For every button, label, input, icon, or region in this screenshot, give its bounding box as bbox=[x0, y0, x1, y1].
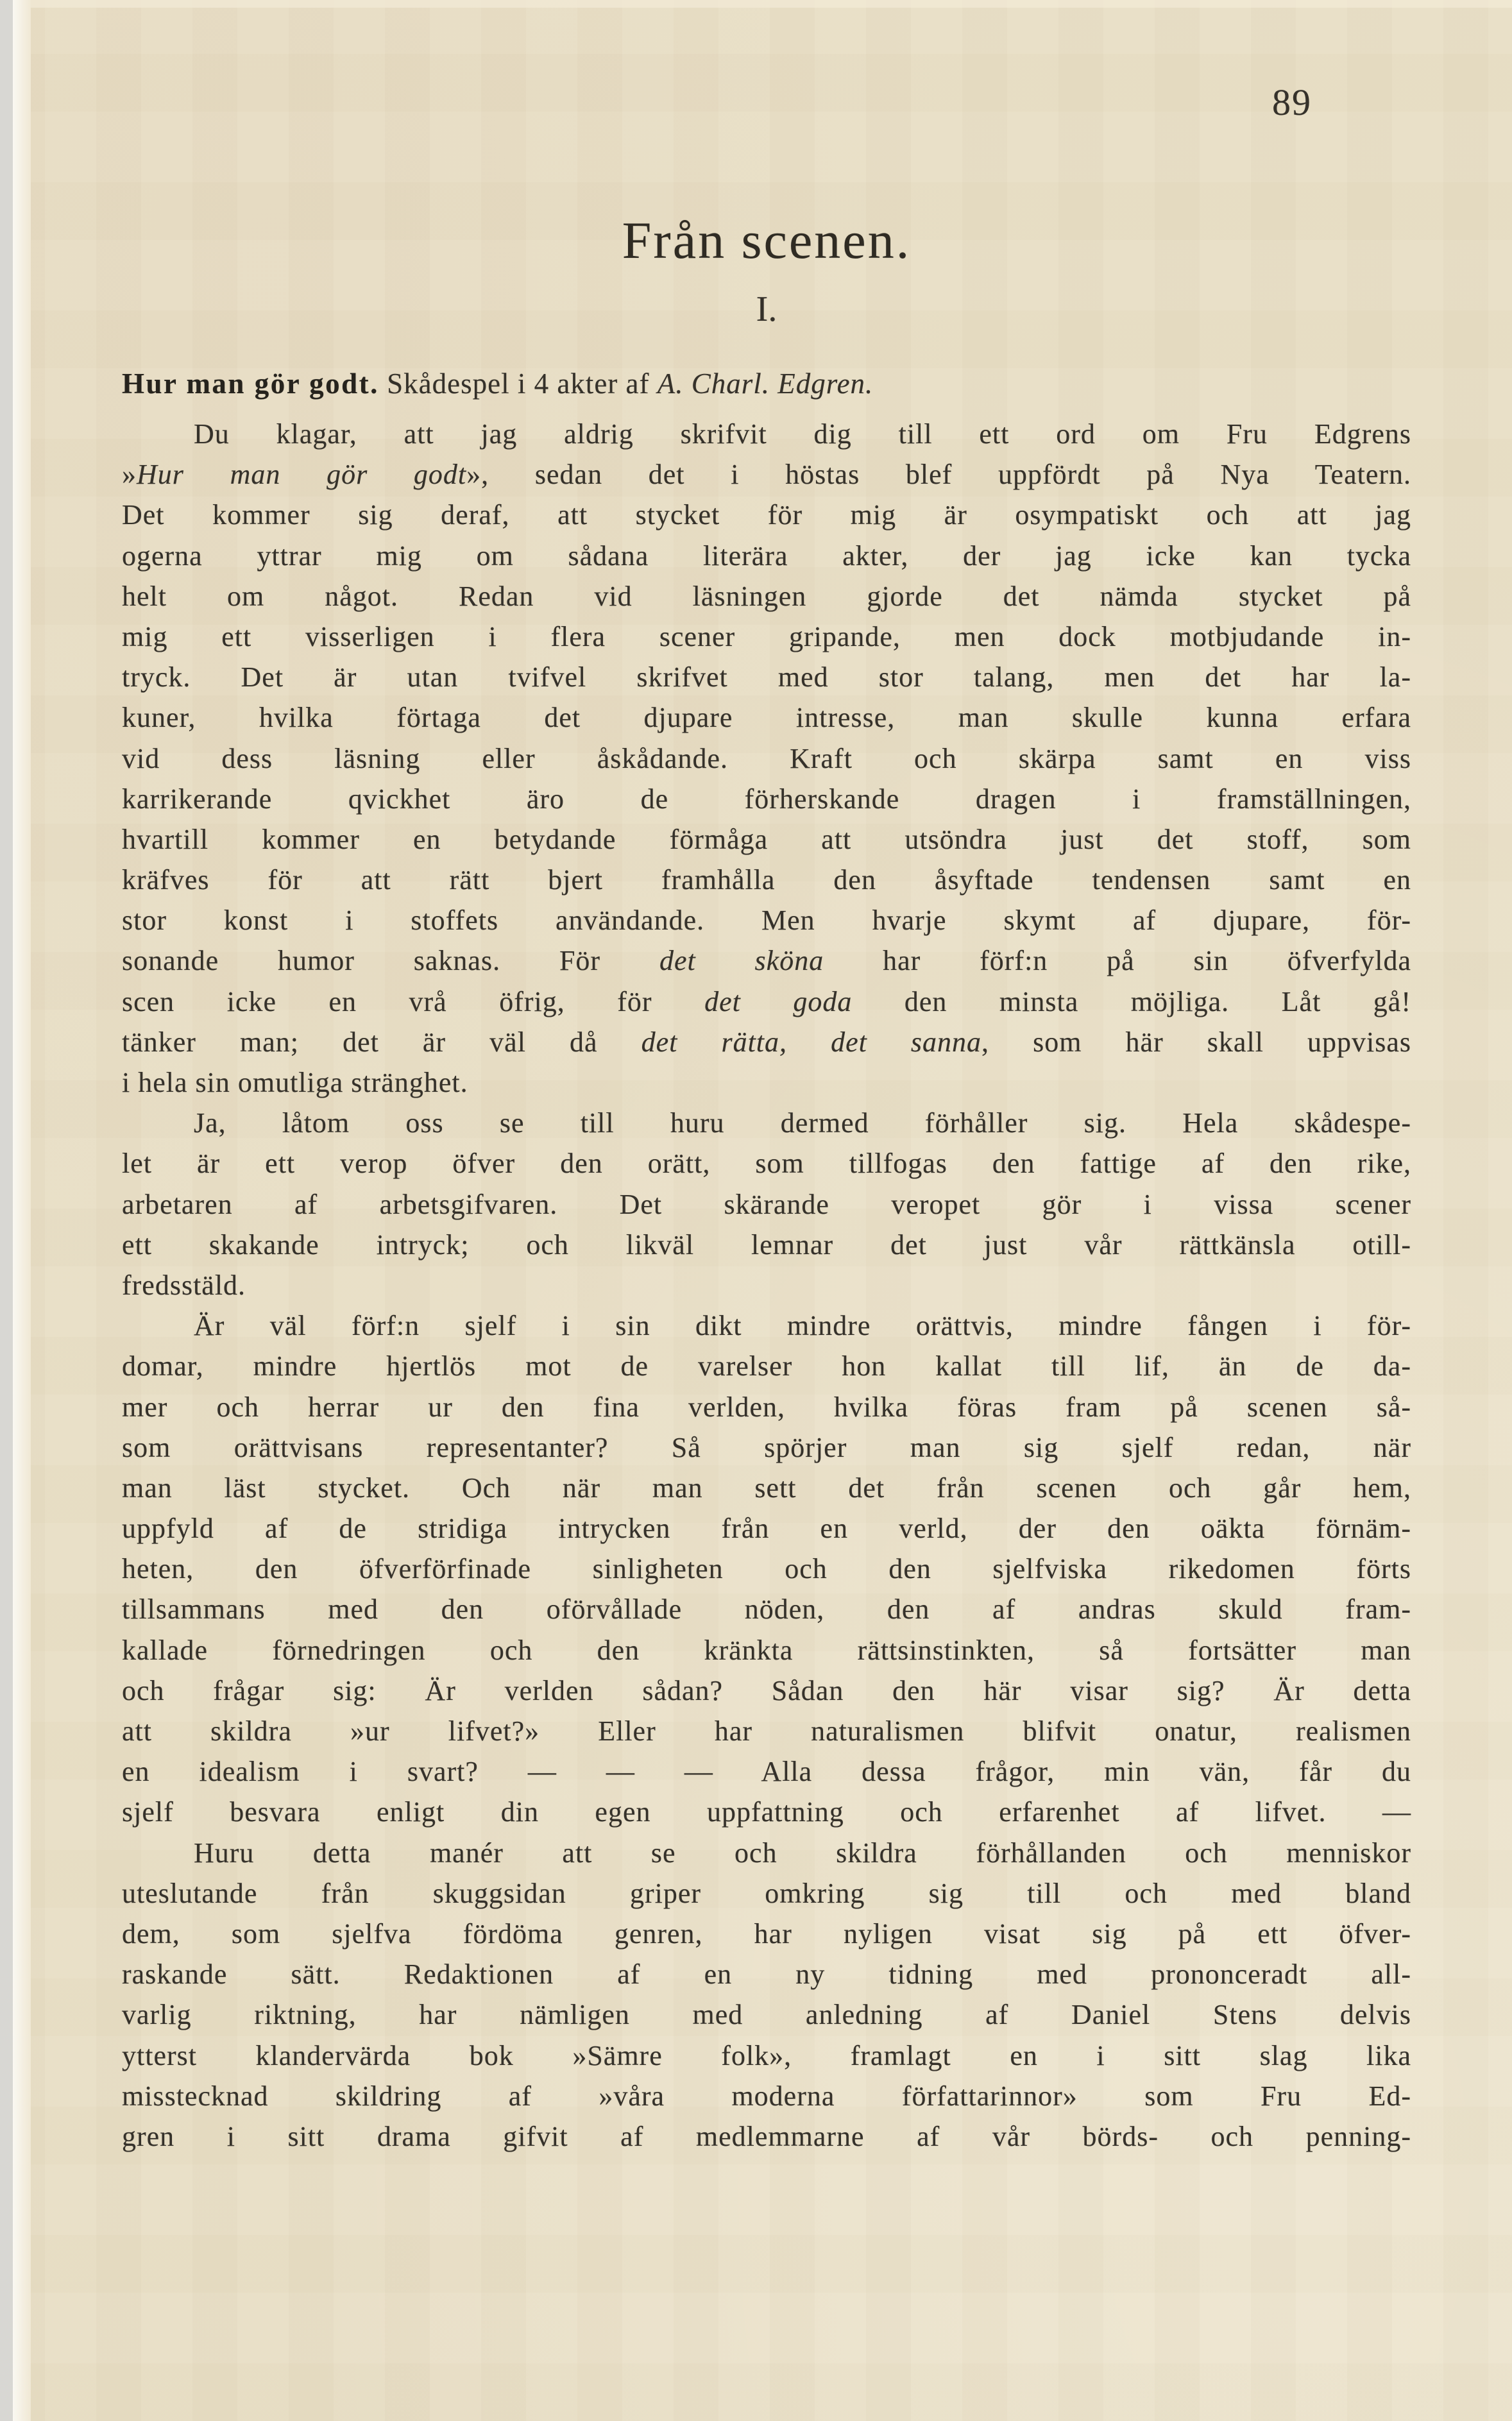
text: dem, som sjelfva fördöma genren, har nyligen visat sig på ett öfver- bbox=[122, 1917, 1411, 1950]
text-line bbox=[122, 1468, 1411, 1508]
italic-text: det goda bbox=[704, 985, 853, 1017]
text: » bbox=[122, 459, 137, 491]
text: Skådespel i 4 akter af bbox=[378, 368, 658, 400]
text-line bbox=[122, 1833, 1411, 1873]
text: har förf:n på sin öfverfylda bbox=[824, 945, 1412, 977]
text-line bbox=[122, 1630, 1411, 1670]
article-heading bbox=[122, 367, 1411, 400]
bold-text: Hur man gör godt. bbox=[122, 368, 379, 400]
text: kallade förnedringen och den kränkta rättsinstinkten, så fortsätter man bbox=[122, 1634, 1411, 1666]
text-line bbox=[122, 414, 1411, 454]
text: mer och herrar ur den fina verlden, hvilka föras fram på scenen så- bbox=[122, 1391, 1411, 1423]
text-line bbox=[122, 1508, 1411, 1549]
scan-edge-gray bbox=[0, 0, 13, 2421]
text: », sedan det i höstas blef uppfördt på Nya Teatern. bbox=[466, 459, 1411, 491]
text-line bbox=[122, 1387, 1411, 1427]
text: Du klagar, att jag aldrig skrifvit dig till ett ord om Fru Edgrens bbox=[194, 418, 1411, 450]
paragraph bbox=[122, 1103, 1411, 1305]
italic-text: Hur man gör godt bbox=[137, 459, 467, 491]
text-line bbox=[122, 454, 1411, 495]
text: tänker man; det är väl då bbox=[122, 1026, 641, 1058]
text: Det kommer sig deraf, att stycket för mig är osympatiskt och att jag bbox=[122, 499, 1411, 531]
text-line bbox=[122, 1062, 1411, 1103]
text-line bbox=[122, 1914, 1411, 1954]
text-line bbox=[122, 1670, 1411, 1711]
page-number: 89 bbox=[1272, 81, 1312, 123]
text: uppfyld af de stridiga intrycken från en verld, der den oäkta förnäm- bbox=[122, 1513, 1411, 1545]
text: tillsammans med den oförvållade nöden, den af andras skuld fram- bbox=[122, 1593, 1411, 1626]
text: let är ett verop öfver den orätt, som tillfogas den fattige af den rike, bbox=[122, 1148, 1411, 1180]
text-line bbox=[122, 1427, 1411, 1468]
text: i hela sin omutliga stränghet. bbox=[122, 1067, 468, 1098]
text-line bbox=[122, 900, 1411, 940]
paragraph bbox=[122, 1833, 1411, 2157]
text: Huru detta manér att se och skildra förhållanden och menniskor bbox=[194, 1837, 1411, 1869]
text-line bbox=[122, 1954, 1411, 1994]
text-line bbox=[122, 1184, 1411, 1225]
text-line bbox=[122, 1873, 1411, 1914]
text: mig ett visserligen i flera scener gripande, men dock motbjudande in- bbox=[122, 620, 1411, 652]
text: som orättvisans representanter? Så spörjer man sig sjelf redan, när bbox=[122, 1431, 1411, 1463]
paragraph bbox=[122, 414, 1411, 1103]
text: , som här skall uppvisas bbox=[981, 1026, 1411, 1058]
text: man läst stycket. Och när man sett det från scenen och går hem, bbox=[122, 1472, 1411, 1504]
text: fredsstäld. bbox=[122, 1269, 246, 1301]
text-line bbox=[122, 819, 1411, 860]
scan-edge-white bbox=[13, 0, 31, 2421]
italic-text: A. Charl. Edgren. bbox=[657, 368, 874, 400]
text-line bbox=[122, 657, 1411, 697]
italic-text: det rätta, det sanna bbox=[641, 1026, 982, 1058]
text-line bbox=[122, 495, 1411, 535]
text: och frågar sig: Är verlden sådan? Sådan den här visar sig? Är detta bbox=[122, 1674, 1411, 1706]
text-line bbox=[122, 1022, 1411, 1062]
text: hvartill kommer en betydande förmåga att utsöndra just det stoff, som bbox=[122, 823, 1411, 855]
text: karrikerande qvickhet äro de förherskande dragen i framställningen, bbox=[122, 783, 1411, 815]
text: domar, mindre hjertlös mot de varelser hon kallat till lif, än de da- bbox=[122, 1350, 1411, 1382]
text-line bbox=[122, 1346, 1411, 1386]
scan-edge-top bbox=[31, 0, 1512, 8]
body-text bbox=[122, 414, 1411, 2157]
text-line bbox=[122, 2076, 1411, 2116]
text-line bbox=[122, 940, 1411, 981]
text: en idealism i svart? — — — Alla dessa frågor, min vän, får du bbox=[122, 1756, 1411, 1788]
paragraph bbox=[122, 1305, 1411, 1832]
text: varlig riktning, har nämligen med anledning af Daniel Stens delvis bbox=[122, 1999, 1411, 2031]
text-line bbox=[122, 1103, 1411, 1143]
text: ett skakande intryck; och likväl lemnar det just vår rättkänsla otill- bbox=[122, 1228, 1411, 1261]
text: Är väl förf:n sjelf i sin dikt mindre orättvis, mindre fången i för- bbox=[194, 1310, 1411, 1342]
text-line bbox=[122, 697, 1411, 738]
text: ogerna yttrar mig om sådana literära akter, der jag icke kan tycka bbox=[122, 539, 1411, 572]
text: stor konst i stoffets användande. Men hvarje skymt af djupare, för- bbox=[122, 905, 1411, 937]
text-line bbox=[122, 1589, 1411, 1629]
text-line bbox=[122, 1143, 1411, 1184]
text: kräfves för att rätt bjert framhålla den åsyftade tendensen samt en bbox=[122, 864, 1411, 896]
text: gren i sitt drama gifvit af medlemmarne af vår börds- och penning- bbox=[122, 2120, 1411, 2152]
text-line bbox=[122, 1751, 1411, 1792]
text: den minsta möjliga. Låt gå! bbox=[852, 985, 1411, 1017]
text-line bbox=[122, 860, 1411, 900]
text: heten, den öfverförfinade sinligheten och den sjelfviska rikedomen förts bbox=[122, 1553, 1411, 1585]
text: tryck. Det är utan tvifvel skrifvet med stor talang, men det har la- bbox=[122, 661, 1411, 693]
text: att skildra »ur lifvet?» Eller har naturalismen blifvit onatur, realismen bbox=[122, 1715, 1411, 1747]
text-line bbox=[122, 1549, 1411, 1589]
text: sjelf besvara enligt din egen uppfattning och erfarenhet af lifvet. — bbox=[122, 1796, 1411, 1828]
text: kuner, hvilka förtaga det djupare intresse, man skulle kunna erfara bbox=[122, 702, 1411, 734]
text: Ja, låtom oss se till huru dermed förhåller sig. Hela skådespe- bbox=[194, 1107, 1411, 1139]
text-line bbox=[122, 616, 1411, 657]
text-line bbox=[122, 1792, 1411, 1832]
text-line bbox=[122, 2035, 1411, 2076]
text: arbetaren af arbetsgifvaren. Det skärande veropet gör i vissa scener bbox=[122, 1188, 1411, 1220]
text-line bbox=[122, 1711, 1411, 1751]
text: misstecknad skildring af »våra moderna författarinnor» som Fru Ed- bbox=[122, 2080, 1411, 2112]
italic-text: det sköna bbox=[659, 945, 824, 977]
text-line bbox=[122, 1225, 1411, 1265]
text: sonande humor saknas. För bbox=[122, 945, 659, 977]
text: helt om något. Redan vid läsningen gjorde det nämda stycket på bbox=[122, 580, 1411, 612]
text: ytterst klandervärda bok »Sämre folk», framlagt en i sitt slag lika bbox=[122, 2039, 1411, 2071]
text: vid dess läsning eller åskådande. Kraft och skärpa samt en viss bbox=[122, 742, 1411, 774]
text-line bbox=[122, 1305, 1411, 1346]
text-line bbox=[122, 738, 1411, 779]
page-title: Från scenen. bbox=[622, 211, 912, 269]
text-line bbox=[122, 576, 1411, 616]
text-line bbox=[122, 779, 1411, 819]
text-line bbox=[122, 1265, 1411, 1305]
text-line bbox=[122, 2116, 1411, 2157]
text: scen icke en vrå öfrig, för bbox=[122, 985, 705, 1017]
section-numeral: I. bbox=[756, 289, 777, 329]
text-line bbox=[122, 981, 1411, 1022]
text: uteslutande från skuggsidan griper omkring sig till och med bland bbox=[122, 1877, 1411, 1909]
text: raskande sätt. Redaktionen af en ny tidning med prononceradt all- bbox=[122, 1958, 1411, 1991]
text-line bbox=[122, 536, 1411, 576]
text-line bbox=[122, 1994, 1411, 2035]
